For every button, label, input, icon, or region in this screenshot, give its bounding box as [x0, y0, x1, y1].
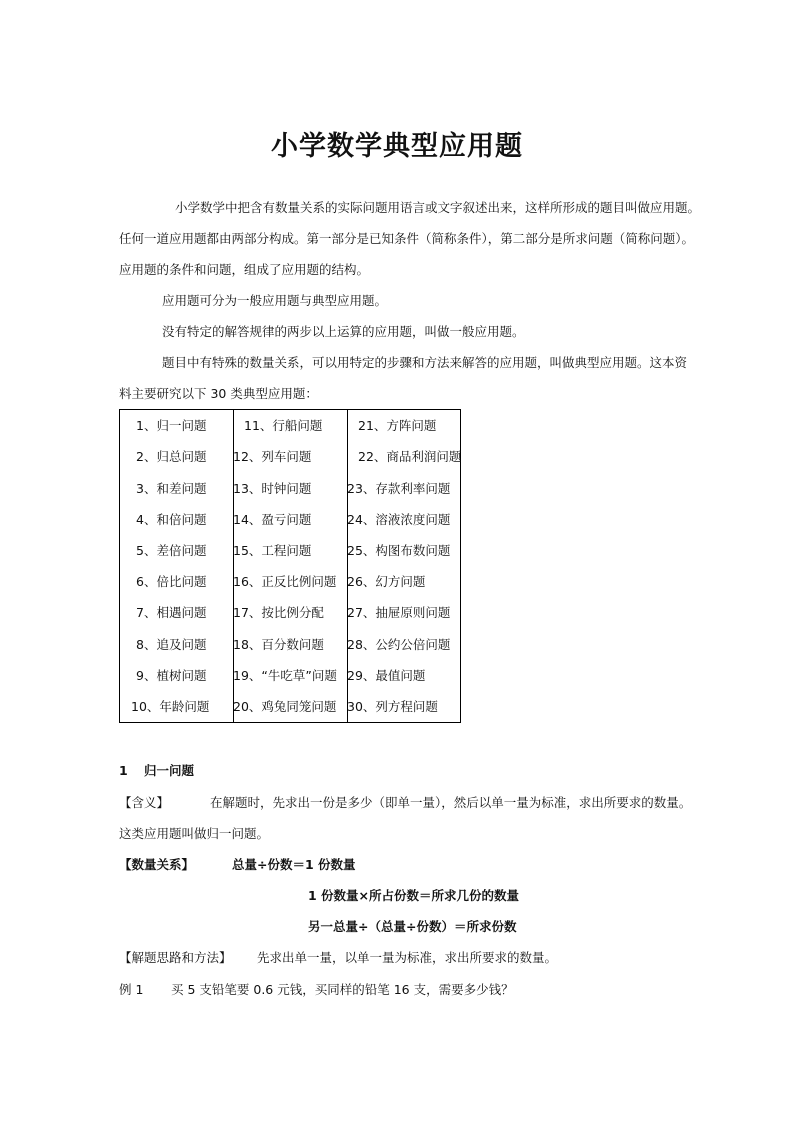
table-cell: 13、时钟问题 — [233, 481, 312, 496]
intro-line-4: 应用题可分为一般应用题与典型应用题。 — [162, 293, 388, 308]
intro-line-6: 题目中有特殊的数量关系，可以用特定的步骤和方法来解答的应用题，叫做典型应用题。这本资 — [162, 355, 688, 370]
example-text: 买 5 支铅笔要 0.6 元钱，买同样的铅笔 16 支，需要多少钱？ — [171, 982, 514, 997]
intro-line-3: 应用题的条件和问题，组成了应用题的结构。 — [119, 262, 370, 277]
method-text: 先求出单一量，以单一量为标准，求出所要求的数量。 — [257, 950, 558, 965]
table-cell: 17、按比例分配 — [233, 605, 324, 620]
table-cell: 12、列车问题 — [233, 449, 312, 464]
table-cell: 23、存款利率问题 — [347, 481, 451, 496]
example-label: 例 1 — [119, 982, 144, 997]
table-cell: 1、归一问题 — [136, 418, 207, 433]
table-cell: 3、和差问题 — [136, 481, 207, 496]
table-cell: 2、归总问题 — [136, 449, 207, 464]
table-cell: 22、商品利润问题 — [358, 449, 462, 464]
table-cell: 28、公约公倍问题 — [347, 637, 451, 652]
table-cell: 20、鸡兔同笼问题 — [233, 699, 337, 714]
table-cell: 18、百分数问题 — [233, 637, 324, 652]
intro-line-1: 小学数学中把含有数量关系的实际问题用语言或文字叙述出来，这样所形成的题目叫做应用题。 — [175, 200, 701, 215]
table-cell: 14、盈亏问题 — [233, 512, 312, 527]
relation-formula-2: 1 份数量×所占份数＝所求几份的数量 — [308, 888, 520, 903]
problem-types-table — [119, 409, 461, 723]
relation-label: 【数量关系】 — [119, 857, 195, 872]
table-cell: 8、追及问题 — [136, 637, 207, 652]
table-cell: 11、行船问题 — [244, 418, 323, 433]
meaning-text-2: 这类应用题叫做归一问题。 — [119, 826, 270, 841]
section-heading: 归一问题 — [144, 763, 195, 778]
table-cell: 27、抽屉原则问题 — [347, 605, 451, 620]
table-cell: 24、溶液浓度问题 — [347, 512, 451, 527]
table-cell: 9、植树问题 — [136, 668, 207, 683]
table-cell: 16、正反比例问题 — [233, 574, 337, 589]
meaning-label: 【含义】 — [119, 795, 170, 810]
section-number: 1 — [119, 763, 128, 778]
intro-line-7: 料主要研究以下 30 类典型应用题： — [119, 386, 318, 401]
relation-formula-1: 总量÷份数＝1 份数量 — [232, 857, 356, 872]
table-cell: 5、差倍问题 — [136, 543, 207, 558]
table-cell: 29、最值问题 — [347, 668, 426, 683]
document-title: 小学数学典型应用题 — [271, 131, 523, 162]
table-cell: 26、幻方问题 — [347, 574, 426, 589]
table-cell: 30、列方程问题 — [347, 699, 438, 714]
table-cell: 15、工程问题 — [233, 543, 312, 558]
meaning-text: 在解题时，先求出一份是多少（即单一量），然后以单一量为标准，求出所要求的数量。 — [210, 795, 692, 810]
table-cell: 7、相遇问题 — [136, 605, 207, 620]
table-cell: 10、年龄问题 — [131, 699, 210, 714]
relation-formula-3: 另一总量÷（总量÷份数）＝所求份数 — [308, 919, 517, 934]
intro-line-2: 任何一道应用题都由两部分构成。第一部分是已知条件（简称条件），第二部分是所求问题（简称问题）。 — [119, 231, 695, 246]
table-cell: 21、方阵问题 — [358, 418, 437, 433]
method-label: 【解题思路和方法】 — [119, 950, 232, 965]
table-cell: 4、和倍问题 — [136, 512, 207, 527]
intro-line-5: 没有特定的解答规律的两步以上运算的应用题，叫做一般应用题。 — [162, 324, 525, 339]
table-cell: 6、倍比问题 — [136, 574, 207, 589]
table-cell: 25、构图布数问题 — [347, 543, 451, 558]
table-cell: 19、“牛吃草”问题 — [233, 668, 337, 683]
